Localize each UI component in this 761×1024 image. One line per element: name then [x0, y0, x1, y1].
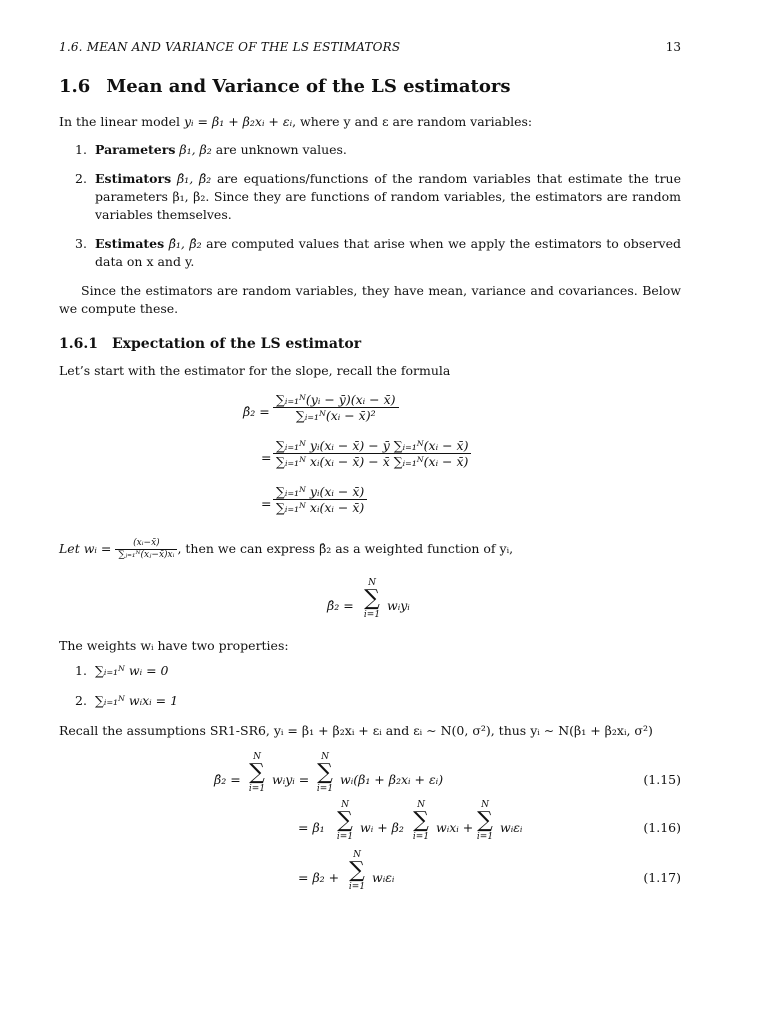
sum-lower-limit: i=1	[348, 882, 366, 892]
definition-term: Estimates	[95, 236, 165, 251]
sigma-glyph: ∑	[364, 586, 380, 611]
definition-text: are unknown values.	[215, 142, 347, 157]
property-expression: ∑ᵢ₌₁ᴺ wᵢ = 0	[95, 663, 169, 678]
property-expression: ∑ᵢ₌₁ᴺ wᵢxᵢ = 1	[95, 693, 179, 708]
fraction-numerator: ∑ᵢ₌₁ᴺ yᵢ(xᵢ − x̄) − ȳ ∑ᵢ₌₁ᴺ(xᵢ − x̄)	[273, 438, 471, 454]
weight-property-2	[75, 692, 681, 710]
list-number: 3.	[75, 236, 87, 251]
intro-text-before: In the linear model	[59, 114, 184, 129]
sum-lower-limit: i=1	[248, 784, 266, 794]
sigma-glyph: ∑	[337, 808, 353, 833]
sum-upper-limit: N	[341, 800, 349, 810]
equals-sign: =	[261, 496, 272, 511]
weighted-rhs: wᵢyᵢ	[387, 598, 410, 613]
sum-lower-limit: i=1	[316, 784, 334, 794]
subsection-title: Expectation of the LS estimator	[111, 336, 362, 352]
slope-fraction-3	[273, 484, 367, 515]
list-number: 1.	[75, 142, 87, 157]
page-number: 13	[665, 40, 681, 54]
sum-upper-limit: N	[368, 578, 376, 588]
summation-symbol	[246, 752, 268, 794]
fraction-numerator: ∑ᵢ₌₁ᴺ yᵢ(xᵢ − x̄)	[273, 484, 367, 500]
slope-intro: Let’s start with the estimator for the slope, recall the formula	[59, 363, 451, 378]
weight-property-1	[75, 662, 681, 680]
sigma-glyph: ∑	[477, 808, 493, 833]
assumptions-paragraph: Recall the assumptions SR1-SR6, yᵢ = β₁ + β₂xᵢ + εᵢ and εᵢ ∼ N(0, σ²), thus yᵢ ∼ N(β₁ + β₂xᵢ, σ²)	[59, 723, 653, 738]
weights-let: Let wᵢ =	[59, 541, 112, 556]
sum-upper-limit: N	[321, 752, 329, 762]
slope-fraction-1	[273, 392, 399, 423]
section-title: Mean and Variance of the LS estimators	[106, 76, 511, 97]
equation-number: (1.16)	[643, 820, 681, 835]
sum-upper-limit: N	[353, 850, 361, 860]
definition-symbols: β̂₁, β̂₂	[176, 171, 212, 186]
summation-symbol	[410, 800, 432, 842]
sum-upper-limit: N	[253, 752, 261, 762]
summation-symbol	[474, 800, 496, 842]
weights-fraction	[115, 538, 177, 561]
derivation-term: wᵢ(β₁ + β₂xᵢ + εᵢ)	[340, 772, 444, 787]
weighted-lhs: β̂₂ =	[327, 598, 354, 613]
summation-symbol	[361, 578, 383, 620]
definition-text: are computed values that arise when we apply the estimators to observed data on x and y.	[95, 236, 682, 269]
sum-lower-limit: i=1	[412, 832, 430, 842]
model-equation: yᵢ = β₁ + β₂xᵢ + εᵢ	[184, 114, 293, 129]
derivation-term: wᵢεᵢ	[500, 820, 523, 835]
fraction-numerator: (xᵢ−x̄)	[115, 538, 177, 550]
derivation-lhs: β̂₂ =	[214, 772, 241, 787]
fraction-denominator: ∑ᵢ₌₁ᴺ xᵢ(xᵢ − x̄) − x̄ ∑ᵢ₌₁ᴺ(xᵢ − x̄)	[276, 454, 469, 469]
summation-symbol	[314, 752, 336, 794]
slope-lhs: β̂₂ =	[243, 404, 270, 419]
sum-lower-limit: i=1	[476, 832, 494, 842]
weights-text-after: , then we can express β̂₂ as a weighted function of yᵢ,	[177, 541, 514, 556]
derivation-block	[0, 752, 761, 907]
sum-lower-limit: i=1	[363, 610, 381, 620]
derivation-term: wᵢ + β₂	[360, 820, 404, 835]
list-number: 2.	[75, 171, 87, 186]
definition-symbols: β₁, β₂	[179, 142, 212, 157]
running-header: 1.6. MEAN AND VARIANCE OF THE LS ESTIMATORS	[59, 40, 401, 54]
equals-sign: =	[261, 450, 272, 465]
fraction-numerator: ∑ᵢ₌₁ᴺ(yᵢ − ȳ)(xᵢ − x̄)	[273, 392, 399, 408]
definition-term: Estimators	[95, 171, 172, 186]
equation-number: (1.17)	[643, 870, 681, 885]
sigma-glyph: ∑	[349, 858, 365, 883]
summation-symbol	[346, 850, 368, 892]
sum-lower-limit: i=1	[336, 832, 354, 842]
subsection-heading	[59, 336, 361, 352]
definition-text: are equations/functions of the random variables that estimate the true parameters β₁, β₂. Since they are functions of random variables, the estimators are random variables themselves.	[95, 171, 681, 222]
derivation-lhs: = β₂ +	[298, 870, 340, 885]
equation-number: (1.15)	[643, 772, 681, 787]
summation-symbol	[334, 800, 356, 842]
slope-fraction-2	[273, 438, 471, 469]
definition-item-estimates	[75, 235, 681, 271]
section-number: 1.6	[59, 76, 91, 97]
sigma-glyph: ∑	[317, 760, 333, 785]
definition-symbols: β̂₁, β̂₂	[168, 236, 202, 251]
sum-upper-limit: N	[481, 800, 489, 810]
derivation-term: wᵢxᵢ +	[436, 820, 474, 835]
intro-text-after: , where y and ε are random variables:	[292, 114, 533, 129]
derivation-lhs: = β₁	[298, 820, 325, 835]
sigma-glyph: ∑	[413, 808, 429, 833]
summary-paragraph: Since the estimators are random variables, they have mean, variance and covariances. Below we compute these.	[59, 283, 681, 316]
derivation-term: wᵢyᵢ =	[272, 772, 310, 787]
list-number: 2.	[75, 693, 87, 708]
weights-definition	[59, 538, 513, 561]
list-number: 1.	[75, 663, 87, 678]
sigma-glyph: ∑	[249, 760, 265, 785]
fraction-denominator: ∑ⱼ₌₁ᴺ(xⱼ−x̄)xᵢ	[118, 550, 175, 560]
fraction-denominator: ∑ᵢ₌₁ᴺ(xᵢ − x̄)²	[295, 408, 376, 423]
weights-props-intro: The weights wᵢ have two properties:	[59, 638, 289, 653]
section-heading	[59, 76, 511, 97]
definition-item-estimators	[75, 170, 681, 224]
subsection-number: 1.6.1	[59, 336, 98, 352]
derivation-term: wᵢεᵢ	[372, 870, 395, 885]
definition-item-parameters	[75, 141, 681, 159]
intro-paragraph	[59, 113, 532, 131]
definition-term: Parameters	[95, 142, 176, 157]
sum-upper-limit: N	[417, 800, 425, 810]
fraction-denominator: ∑ᵢ₌₁ᴺ xᵢ(xᵢ − x̄)	[276, 500, 365, 515]
